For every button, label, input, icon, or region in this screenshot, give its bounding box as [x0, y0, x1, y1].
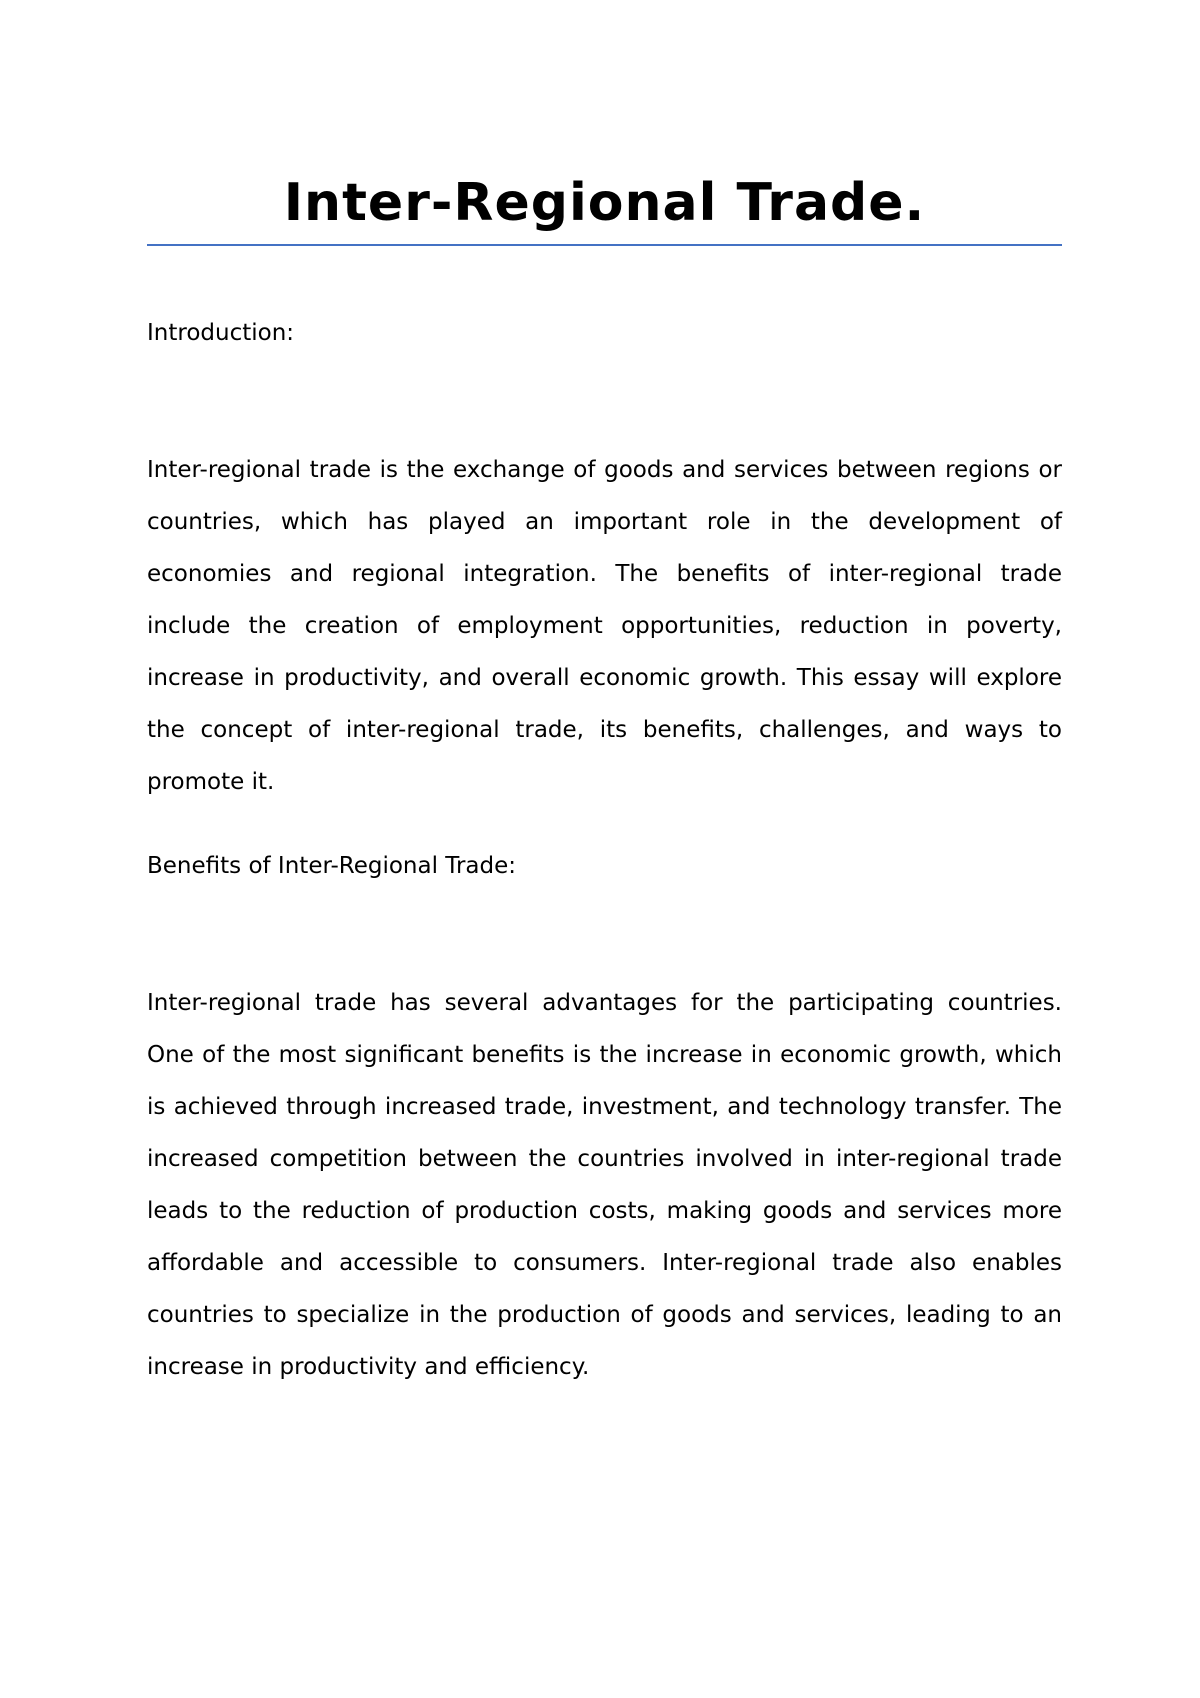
section-paragraph-benefits: Inter-regional trade has several advantages for the participating countries. One of the most significant benefits is the increase in economic growth, which is achieved through increased trade, investment, and technology transfer. The increased competition between the countries involved in inter-regional trade leads to the reduction of production costs, making goods and services more affordable and accessible to consumers. Inter-regional trade also enables countries to specialize in the production of goods and services, leading to an increase in productivity and efficiency. — [147, 990, 1062, 1380]
section-heading-benefits: Benefits of Inter-Regional Trade: — [147, 853, 516, 879]
section-paragraph-introduction: Inter-regional trade is the exchange of goods and services between regions or countries, which has played an important role in the development of economies and regional integration. The benefits of inter-regional trade include the creation of employment opportunities, reduction in poverty, increase in productivity, and overall economic growth. This essay will explore the concept of inter-regional trade, its benefits, challenges, and ways to promote it. — [147, 457, 1062, 795]
title-underline-divider — [147, 244, 1062, 246]
page-title: Inter-Regional Trade. — [283, 173, 926, 233]
section-heading-introduction: Introduction: — [147, 320, 295, 346]
